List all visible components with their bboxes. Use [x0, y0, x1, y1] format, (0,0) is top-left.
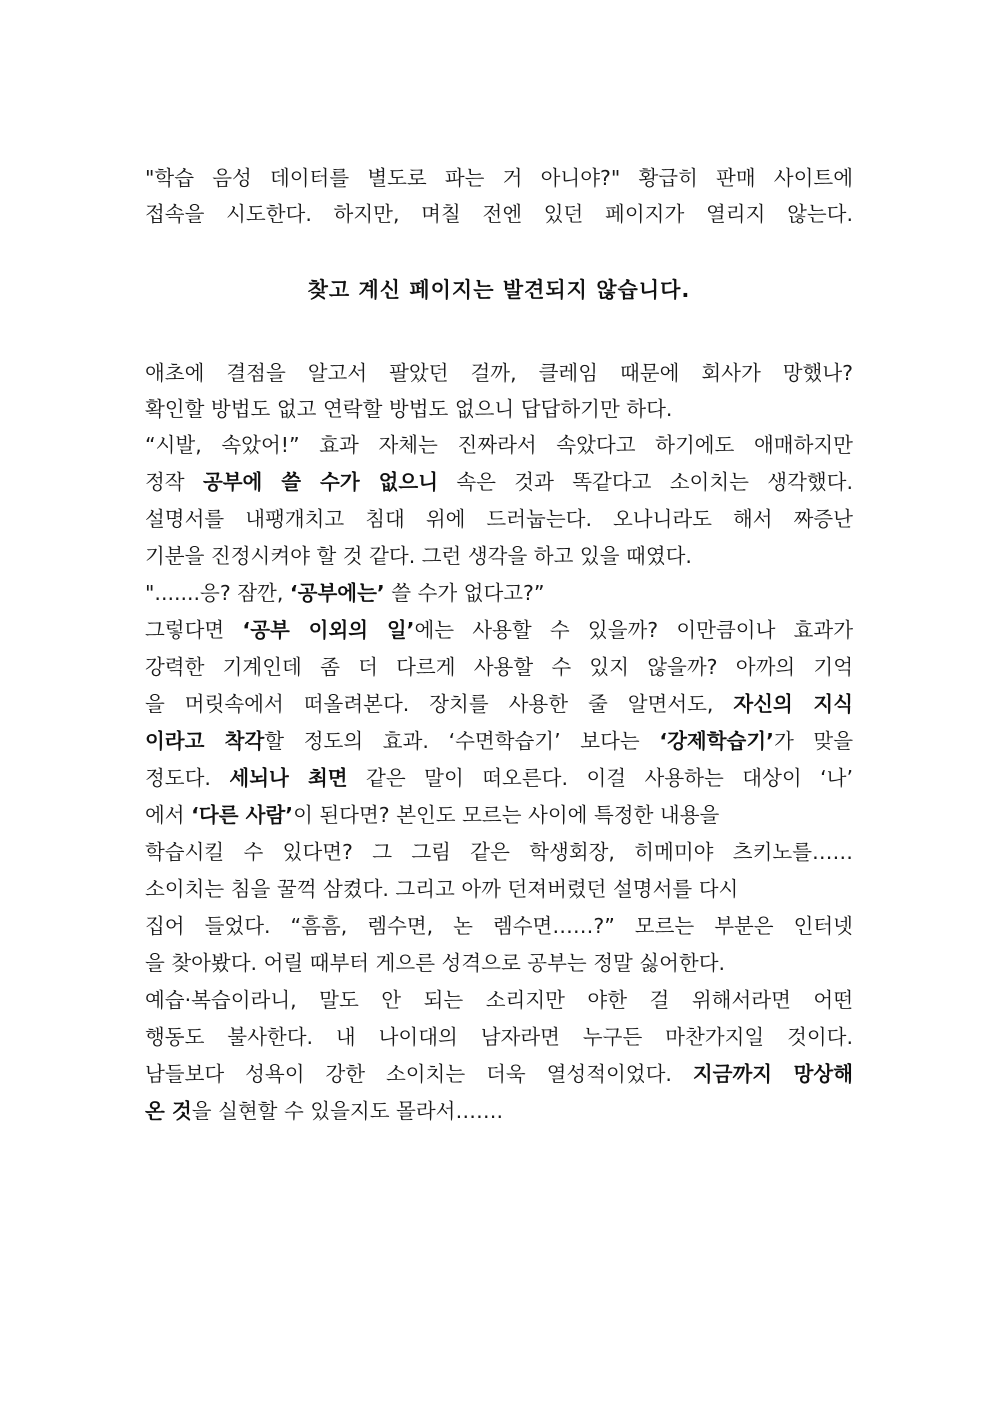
body-line-9: 강력한 기계인데 좀 더 다르게 사용할 수 있지 않을까? 아까의 기억 [145, 655, 853, 679]
body-text: 을 실현할 수 있을지도 몰라서……. [191, 1099, 503, 1123]
body-line-20 [145, 1058, 853, 1091]
body-text: 할 정도의 효과. ‘수면학습기’ 보다는 [264, 729, 660, 753]
body-line-5: 설명서를 내팽개치고 침대 위에 드러눕는다. 오나니라도 해서 짜증난 [145, 507, 853, 531]
body-line-19: 행동도 불사한다. 내 나이대의 남자라면 누구든 마찬가지일 것이다. [145, 1025, 853, 1049]
body-text: 가 맞을 [773, 729, 853, 753]
body-text: 정작 [145, 470, 203, 494]
body-text: 그렇다면 [145, 618, 243, 642]
emphasis-text: 이라고 착각 [145, 729, 265, 753]
emphasis-text: 공부에 쓸 수가 없으니 [202, 470, 439, 494]
body-line-2: 확인할 방법도 없고 연락할 방법도 없으니 답답하기만 하다. [145, 397, 673, 421]
page-not-found-notice: 찾고 계신 페이지는 발견되지 않습니다. [307, 278, 691, 302]
body-line-18: 예습·복습이라니, 말도 안 되는 소리지만 야한 걸 위해서라면 어떤 [145, 988, 853, 1012]
body-text: 정도다. [145, 766, 230, 790]
opening-line-2: 접속을 시도한다. 하지만, 며칠 전엔 있던 페이지가 열리지 않는다. [145, 202, 853, 226]
body-text: 같은 말이 떠오른다. 이걸 사용하는 대상이 ‘나’ [347, 766, 853, 790]
body-line-15: 소이치는 침을 꿀꺽 삼켰다. 그리고 아까 던져버렸던 설명서를 다시 [145, 877, 739, 901]
body-line-17: 을 찾아봤다. 어릴 때부터 게으른 성격으로 공부는 정말 싫어한다. [145, 951, 726, 975]
body-line-3: “시발, 속았어!” 효과 자체는 진짜라서 속았다고 하기에도 애매하지만 [145, 433, 853, 457]
body-line-13 [145, 799, 853, 832]
emphasis-text: ‘강제학습기’ [659, 729, 774, 753]
body-text: 속은 것과 똑같다고 소이치는 생각했다. [438, 470, 853, 494]
body-line-10 [145, 688, 853, 721]
emphasis-text: ‘다른 사람’ [191, 803, 294, 827]
emphasis-text: 지금까지 망상해 [692, 1062, 853, 1086]
body-text: 에는 사용할 수 있을까? 이만큼이나 효과가 [414, 618, 853, 642]
body-line-14: 학습시킬 수 있다면? 그 그림 같은 학생회장, 히메미야 츠키노를…… [145, 840, 853, 864]
body-line-16: 집어 들었다. “흠흠, 렘수면, 논 렘수면……?” 모르는 부분은 인터넷 [145, 914, 853, 938]
body-line-11 [145, 725, 853, 758]
body-line-6: 기분을 진정시켜야 할 것 같다. 그런 생각을 하고 있을 때였다. [145, 544, 692, 568]
body-line-7 [145, 577, 853, 610]
body-line-21 [145, 1095, 853, 1128]
emphasis-text: ‘공부 이외의 일’ [242, 618, 415, 642]
body-line-4 [145, 466, 853, 499]
body-line-8 [145, 614, 853, 647]
emphasis-text: 세뇌나 최면 [229, 766, 348, 790]
body-text: 쓸 수가 없다고?” [384, 581, 545, 605]
body-text: 남들보다 성욕이 강한 소이치는 더욱 열성적이었다. [145, 1062, 693, 1086]
body-text: 이 된다면? 본인도 모르는 사이에 특정한 내용을 [293, 803, 720, 827]
emphasis-text: 자신의 지식 [733, 692, 853, 716]
emphasis-text: ‘공부에는’ [289, 581, 385, 605]
body-text: 을 머릿속에서 떠올려본다. 장치를 사용한 줄 알면서도, [145, 692, 734, 716]
body-line-1: 애초에 결점을 알고서 팔았던 걸까, 클레임 때문에 회사가 망했나? [145, 361, 853, 385]
emphasis-text: 온 것 [145, 1099, 192, 1123]
body-line-12 [145, 762, 853, 795]
body-text: ".......응? 잠깐, [145, 581, 290, 605]
body-text: 에서 [145, 803, 192, 827]
opening-line-1: "학습 음성 데이터를 별도로 파는 거 아니야?" 황급히 판매 사이트에 [145, 166, 853, 190]
